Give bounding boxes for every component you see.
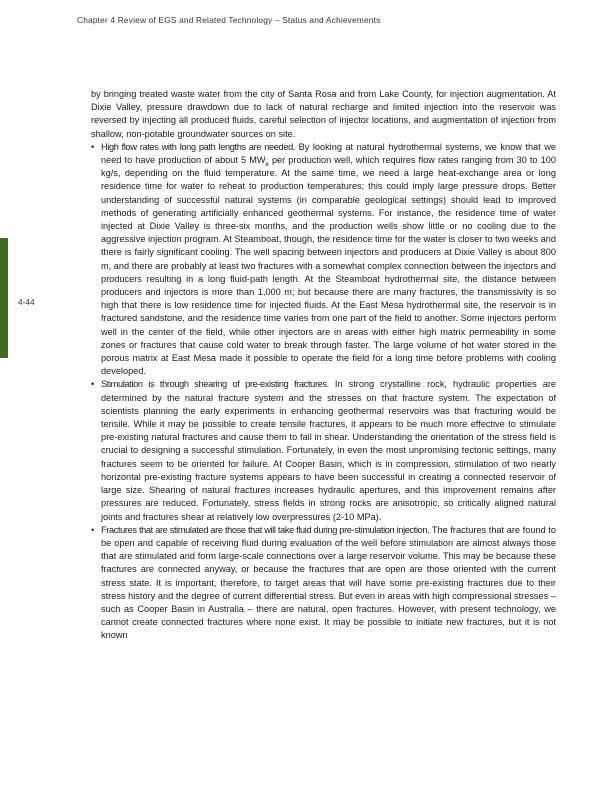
bullet-lead: Stimulation is through shearing of pre-existing fractures. (101, 379, 329, 390)
chapter-side-bar (0, 238, 8, 358)
bullet-stimulation-shearing (91, 378, 556, 523)
bullet-flow-rates (91, 141, 556, 379)
bullet-marker: • (91, 141, 95, 152)
page-number: 4-44 (18, 297, 35, 307)
subscript-e: e (265, 161, 269, 168)
bullet-text: In strong crystalline rock, hydraulic properties are determined by the natural fracture system and the stresses on that fracture system. The expectation of scientists planning the early experiments in enhancing geothermal reservoirs was that fracturing would be tensile. While it may be possible to create tensile fractures, it appears to be much more effective to stimulate pre-existing natural fractures and cause them to fail in shear. Understanding the orientation of the stress field is crucial to designing a successful stimulation. Fortunately, in even the most unpromising tectonic settings, many fractures seem to be oriented for failure. At Cooper Basin, which is in compression, stimulation of two nearly horizontal pre-existing fracture systems appears to have been successful in creating a connected reservoir of large size. Shearing of natural fractures increases hydraulic apertures, and this improvement remains after pressures are reduced. Fortunately, stress fields in strong rocks are anisotropic, so critically aligned natural joints and fractures shear at relatively low overpressures (2-10 MPa). (101, 379, 556, 522)
bullet-marker: • (91, 379, 95, 390)
running-header: Chapter 4 Review of EGS and Related Technology – Status and Achievements (77, 15, 381, 25)
intro-paragraph: by bringing treated waste water from the city of Santa Rosa and from Lake County, for injection augmentation. At Dixie Valley, pressure drawdown due to lack of natural recharge and limited injection into the reservoir was reversed by injecting all produced fluids, careful selection of injector locations, and augmentation of injection from shallow, non-potable groundwater sources on site. (91, 89, 556, 139)
bullet-lead: Fractures that are stimulated are those that will take fluid during pre-stimulation injection. (101, 524, 430, 535)
bullet-stimulated-fractures (91, 524, 556, 643)
body-text (91, 88, 556, 643)
bullet-marker: • (91, 524, 95, 535)
bullet-text-part: By looking at natural hydrothermal systems, we know that we need to have production of about 5 MW (101, 141, 556, 166)
bullet-text: The fractures that are found to be open and capable of receiving fluid during evaluation of the well before stimulation are almost always those that are stimulated and form large-scale connections over a large reservoir volume. This may be because these fractures are connected anyway, or because the fractures that are open are those oriented with the current stress state. It is important, therefore, to target areas that will have some pre-existing fractures due to their stress history and the degree of current differential stress. But even in areas with high compressional stresses – such as Cooper Basin in Australia – there are natural, open fractures. However, with present technology, we cannot create connected fractures where none exist. It may be possible to initiate new fractures, but it is not known (101, 524, 556, 641)
bullet-lead: High flow rates with long path lengths are needed. (101, 141, 296, 152)
bullet-text-part: per production well, which requires flow rates ranging from 30 to 100 kg/s, depending on the fluid temperature. At the same time, we need a large heat-exchange area or long residence time for water to reheat to production temperatures; this could imply large pressure drops. Better understanding of successful natural systems (in comparable geological settings) should lead to improved methods of generating artificially enhanced geothermal systems. For instance, the residence time of water injected at Dixie Valley is three-six months, and the production wells show little or no cooling due to the aggressive injection program. At Steamboat, though, the residence time for the water is closer to two weeks and there is fairly significant cooling. The well spacing between injectors and producers at Dixie Valley is about 800 m, and there are probably at least two fractures with a somewhat complex connection between the injectors and producers resulting in a long fluid-path length. At the Steamboat hydrothermal site, the distance between producers and injectors is more than 1,000 m; but because there are many fractures, the transmissivity is so high that there is low residence time for injected fluids. At the East Mesa hydrothermal site, the reservoir is in fractured sandstone, and the residence time varies from one part of the field to another. Some injectors perform well in the center of the field, while other injectors are in areas with either high matrix permeability in some zones or fractures that cause cold water to break through faster. The large volume of hot water stored in the porous matrix at East Mesa made it possible to operate the field for a long time before problems with cooling developed. (101, 155, 556, 377)
